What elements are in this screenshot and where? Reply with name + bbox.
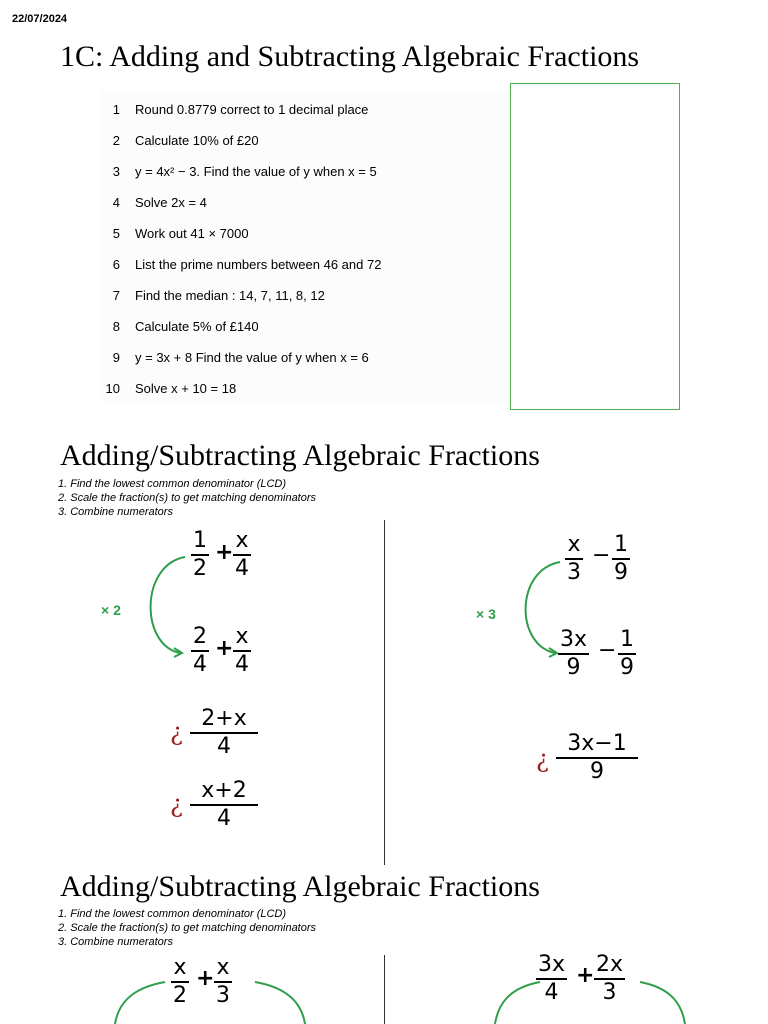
question-row <box>100 257 510 277</box>
denominator: 3 <box>216 982 230 1008</box>
question-number: 9 <box>112 350 120 365</box>
method-step: 3. Combine numerators <box>58 936 173 948</box>
denominator: 2 <box>193 555 207 581</box>
denominator: 4 <box>217 805 231 831</box>
question-text: Calculate 5% of £140 <box>135 319 259 334</box>
fraction <box>233 528 251 582</box>
question-number: 5 <box>112 226 120 241</box>
question-number: 8 <box>112 319 120 334</box>
numerator: 1 <box>620 627 634 652</box>
denominator: 4 <box>217 733 231 759</box>
denominator: 3 <box>602 979 617 1005</box>
question-number: 6 <box>112 257 120 272</box>
question-text: Calculate 10% of £20 <box>135 133 259 148</box>
method-step: 2. Scale the fraction(s) to get matching denominators <box>58 492 317 504</box>
fraction <box>565 532 583 586</box>
numerator: 3x <box>560 627 588 652</box>
denominator: 9 <box>620 654 634 680</box>
numerator: x <box>173 955 187 980</box>
method-step: 1. Find the lowest common denominator (LCD) <box>58 478 287 490</box>
question-text: Find the median : 14, 7, 11, 8, 12 <box>135 288 325 303</box>
method-step: 2. Scale the fraction(s) to get matching denominators <box>58 922 317 934</box>
denominator: 4 <box>544 979 559 1005</box>
equals-symbol: ¿ <box>170 718 183 746</box>
section-title: Adding/Subtracting Algebraic Fractions <box>60 870 540 903</box>
denominator: 4 <box>235 651 249 677</box>
column-divider <box>384 520 385 865</box>
question-row <box>100 319 510 339</box>
answer-box[interactable] <box>510 83 680 410</box>
fraction <box>612 532 630 586</box>
page-title: 1C: Adding and Subtracting Algebraic Fractions <box>60 40 640 73</box>
question-text: Round 0.8779 correct to 1 decimal place <box>135 102 369 117</box>
numerator: x+2 <box>201 778 247 803</box>
equals-symbol: ¿ <box>170 790 183 818</box>
scale-arrow-icon <box>490 980 690 1024</box>
plus-operator: + <box>215 636 234 661</box>
denominator: 9 <box>614 559 628 585</box>
fraction <box>558 627 589 681</box>
fraction <box>191 528 209 582</box>
minus-operator: − <box>598 638 617 663</box>
question-text: y = 4x² − 3. Find the value of y when x = 5 <box>135 164 377 179</box>
numerator: 3x−1 <box>567 731 627 756</box>
denominator: 4 <box>193 651 207 677</box>
question-text: Work out 41 × 7000 <box>135 226 249 241</box>
date: 22/07/2024 <box>12 13 68 25</box>
scale-arrow-icon <box>140 555 190 660</box>
method-steps <box>58 907 316 949</box>
question-number: 10 <box>105 381 120 396</box>
method-step: 1. Find the lowest common denominator (LCD) <box>58 908 287 920</box>
numerator: x <box>235 528 249 553</box>
numerator: 2x <box>596 952 624 977</box>
equals-symbol: ¿ <box>536 745 549 773</box>
numerator: 1 <box>193 528 207 553</box>
question-number: 3 <box>112 164 120 179</box>
fraction <box>233 624 251 678</box>
minus-operator: − <box>592 543 611 568</box>
plus-operator: + <box>576 963 595 988</box>
result-fraction <box>556 731 638 785</box>
denominator: 2 <box>173 982 187 1008</box>
fraction <box>191 624 209 678</box>
question-row <box>100 288 510 308</box>
question-row <box>100 350 510 370</box>
multiplier-label: × 3 <box>476 606 496 622</box>
denominator: 9 <box>566 654 581 680</box>
result-fraction <box>190 778 258 832</box>
question-row <box>100 133 510 153</box>
section-title: Adding/Subtracting Algebraic Fractions <box>60 439 540 472</box>
numerator: x <box>235 624 249 649</box>
fraction <box>618 627 636 681</box>
numerator: 3x <box>538 952 566 977</box>
denominator: 4 <box>235 555 249 581</box>
question-text: y = 3x + 8 Find the value of y when x = 6 <box>135 350 369 365</box>
question-number: 2 <box>112 133 120 148</box>
question-text: Solve 2x = 4 <box>135 195 207 210</box>
numerator: x <box>567 532 581 557</box>
question-row <box>100 226 510 246</box>
multiplier-label: × 2 <box>101 602 121 618</box>
question-text: List the prime numbers between 46 and 72 <box>135 257 382 272</box>
column-divider <box>384 955 385 1024</box>
question-number: 1 <box>112 102 120 117</box>
denominator: 3 <box>567 559 581 585</box>
scale-arrow-icon <box>110 980 310 1024</box>
numerator: 1 <box>614 532 628 557</box>
question-number: 4 <box>112 195 120 210</box>
question-row <box>100 102 510 122</box>
plus-operator: + <box>215 540 234 565</box>
numerator: 2 <box>193 624 207 649</box>
denominator: 9 <box>590 758 604 784</box>
method-steps <box>58 477 316 519</box>
question-row <box>100 381 510 401</box>
numerator: x <box>216 955 230 980</box>
plus-operator: + <box>196 966 215 991</box>
method-step: 3. Combine numerators <box>58 506 173 518</box>
question-text: Solve x + 10 = 18 <box>135 381 237 396</box>
question-number: 7 <box>112 288 120 303</box>
question-row <box>100 195 510 215</box>
starter-questions <box>100 92 510 402</box>
question-row <box>100 164 510 184</box>
numerator: 2+x <box>201 706 247 731</box>
result-fraction <box>190 706 258 760</box>
